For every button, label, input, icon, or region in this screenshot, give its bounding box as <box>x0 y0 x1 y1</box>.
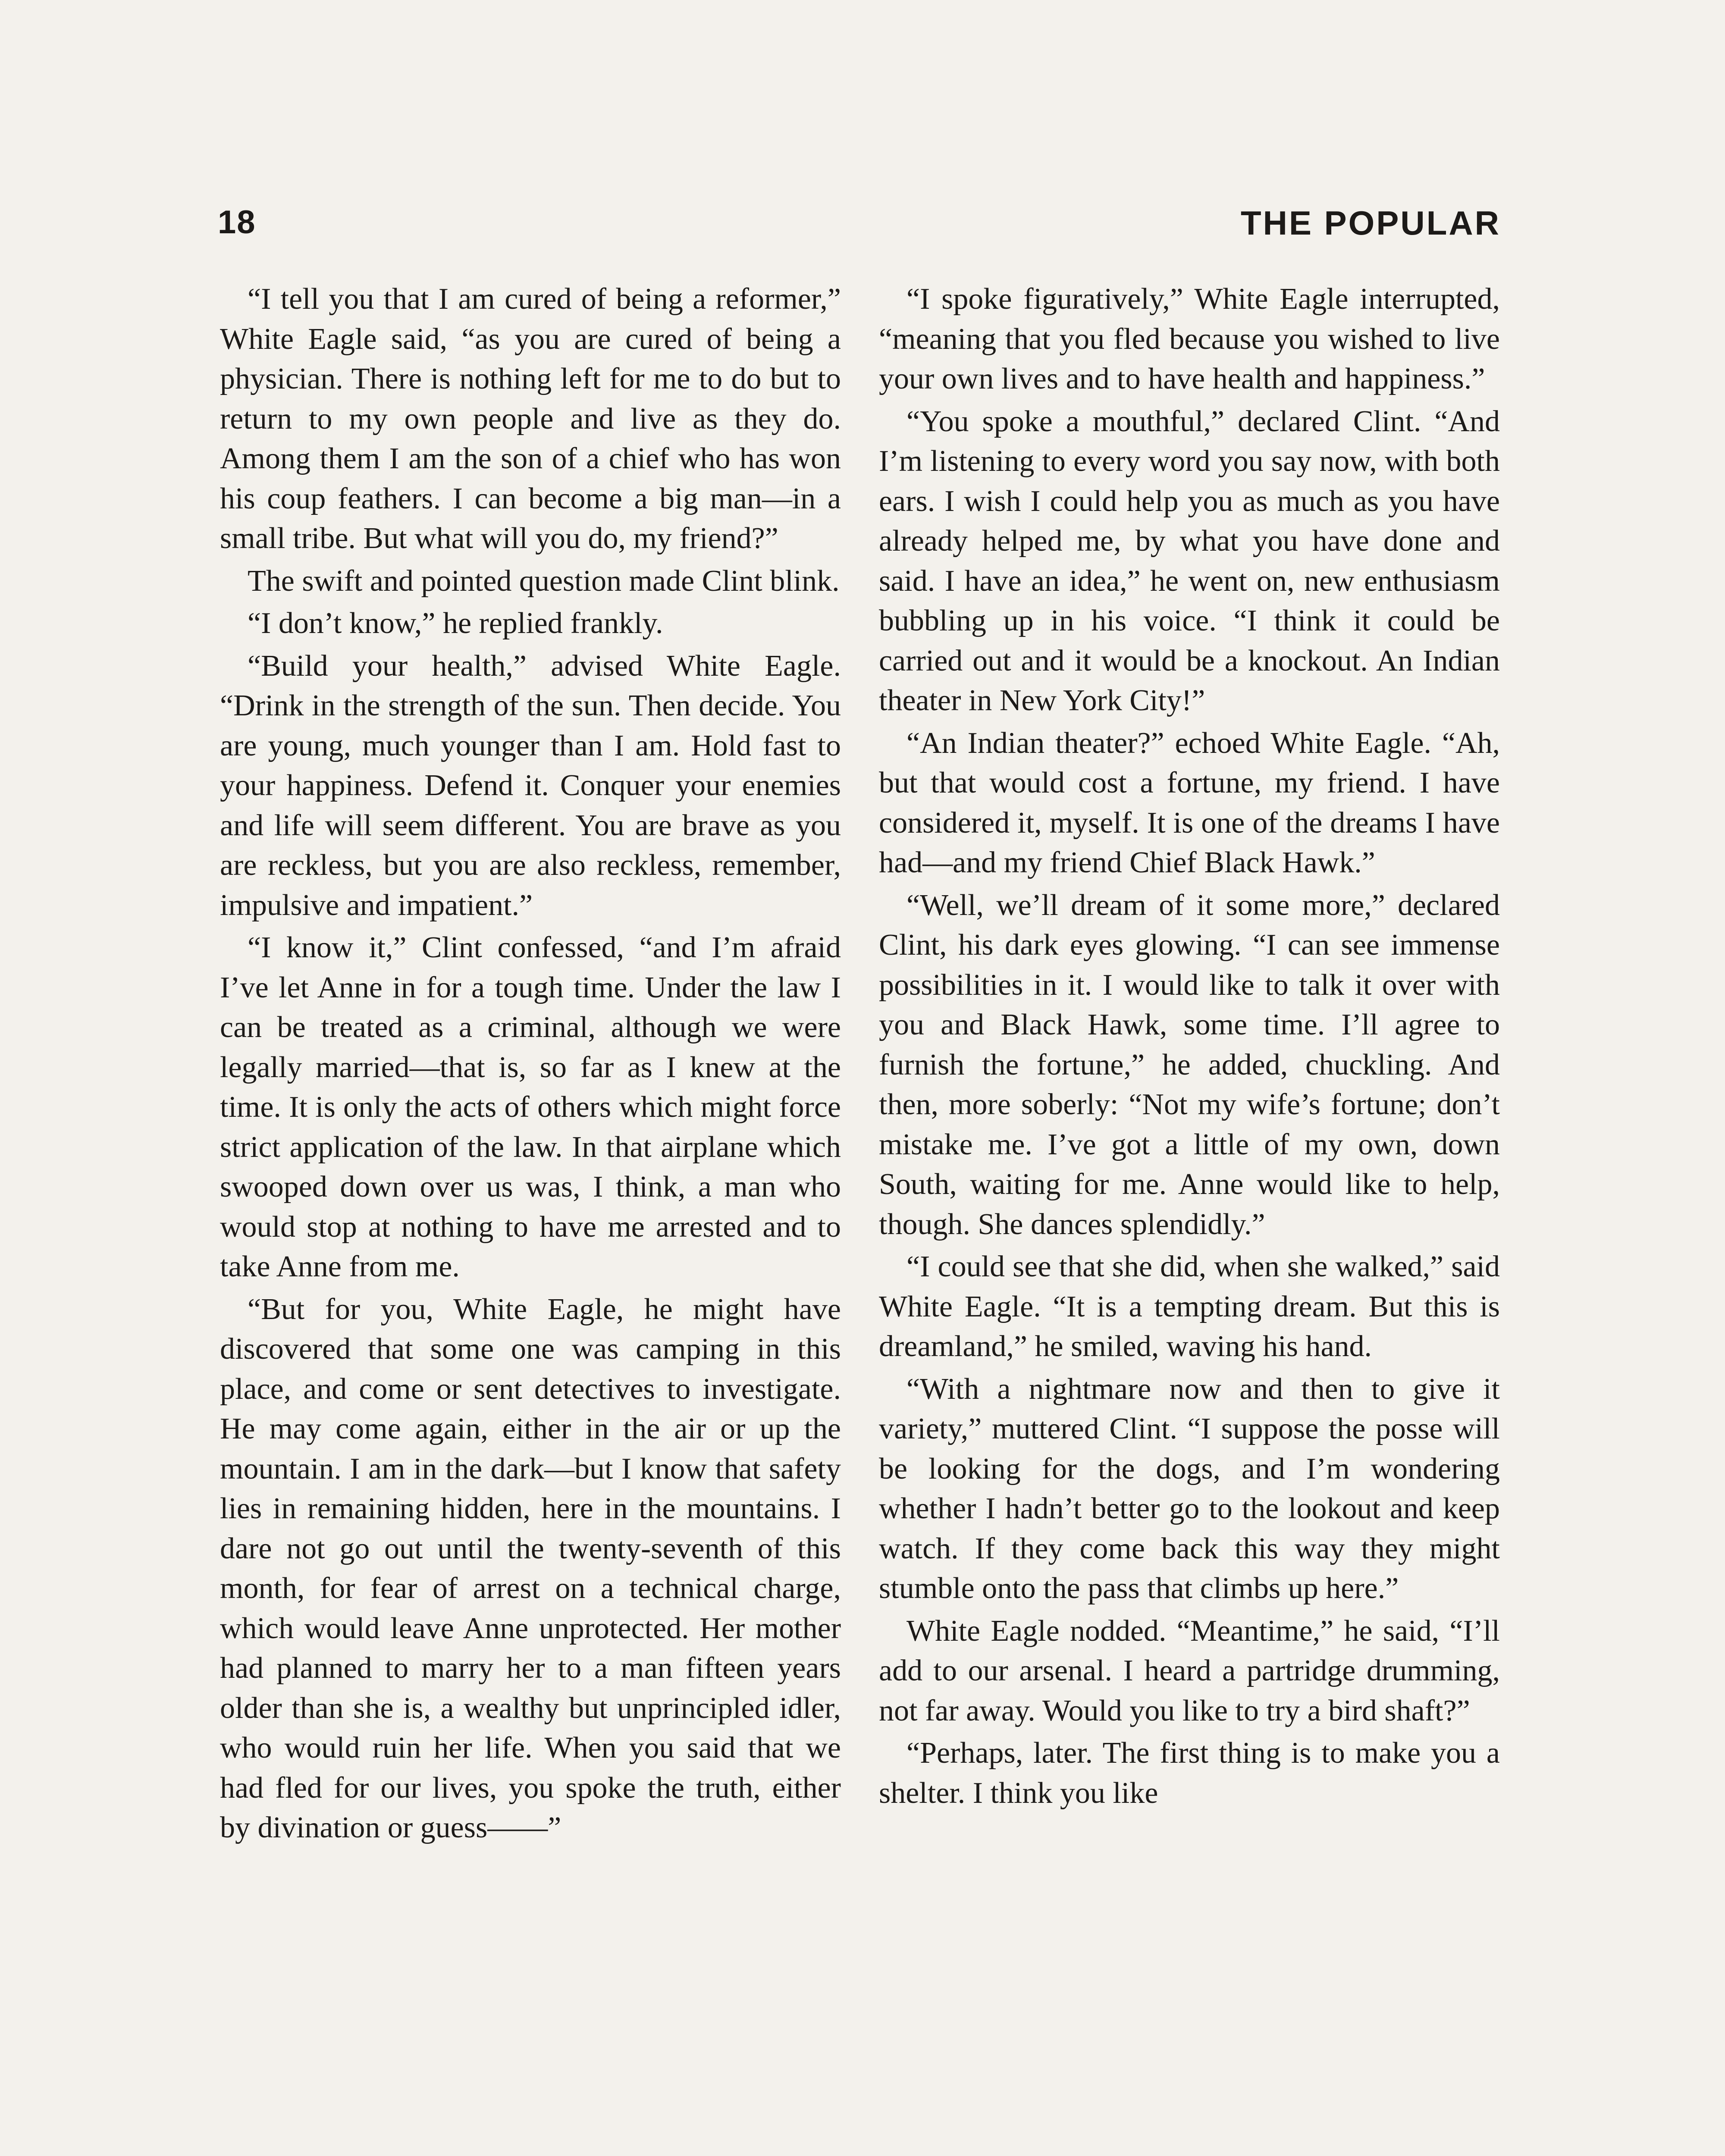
running-title: THE POPULAR <box>1240 204 1501 242</box>
paragraph: The swift and pointed question made Clint blink. <box>248 564 840 598</box>
paragraph: “Well, we’ll dream of it some more,” declared Clint, his dark eyes glowing. “I can see immense possibilities in it. I would like to talk it over with you and Black Hawk, some time. I’ll agree to furnish the fortune,” he added, chuckling. And then, more soberly: “Not my wife’s fortune; don’t mistake me. I’ve got a little of my own, down South, waiting for me. Anne would like to help, though. She dances splendidly.” <box>879 888 1500 1241</box>
paragraph: “You spoke a mouthful,” declared Clint. “And I’m listening to every word you say now, with both ears. I wish I could help you as much as you have already helped me, by what you have done and said. I have an idea,” he went on, new enthusiasm bubbling up in his voice. “I think it could be carried out and it would be a knockout. An Indian theater in New York City!” <box>879 404 1500 717</box>
paragraph: “I spoke figuratively,” White Eagle interrupted, “meaning that you fled because you wished to live your own lives and to have health and happiness.” <box>879 282 1500 395</box>
paragraph: “Perhaps, later. The first thing is to make you a shelter. I think you like <box>879 1736 1500 1810</box>
paragraph: “I tell you that I am cured of being a reformer,” White Eagle said, “as you are cured of being a physician. There is nothing left for me to do but to return to my own people and live as they do. Among them I am the son of a chief who has won his coup feathers. I can become a big man—in a small tribe. But what will you do, my friend?” <box>220 282 841 555</box>
paragraph: “I know it,” Clint confessed, “and I’m afraid I’ve let Anne in for a tough time. Under the law I can be treated as a criminal, although we were legally married—that is, so far as I knew at the time. It is only the acts of others which might force strict application of the law. In that airplane which swooped down over us was, I think, a man who would stop at nothing to have me arrested and to take Anne from me. <box>220 931 841 1283</box>
paragraph: “I could see that she did, when she walked,” said White Eagle. “It is a tempting dream. But this is dreamland,” he smiled, waving his hand. <box>879 1250 1500 1363</box>
right-column <box>879 279 1500 1816</box>
paragraph: “I don’t know,” he replied frankly. <box>248 607 663 640</box>
left-column <box>220 279 841 1851</box>
page-header <box>218 204 1501 251</box>
paragraph: “But for you, White Eagle, he might have discovered that some one was camping in this place, and come or sent detectives to investigate. He may come again, either in the air or up the mountain. I am in the dark—but I know that safety lies in remaining hidden, here in the mountains. I dare not go out until the twenty-seventh of this month, for fear of arrest on a technical charge, which would leave Anne unprotected. Her mother had planned to marry her to a man fifteen years older than she is, a wealthy but unprincipled idler, who would ruin her life. When you said that we had fled for our lives, you spoke the truth, either by divination or guess——” <box>220 1292 841 1844</box>
paragraph: White Eagle nodded. “Meantime,” he said, “I’ll add to our arsenal. I heard a partridge drumming, not far away. Would you like to try a bird shaft?” <box>879 1614 1500 1727</box>
page-number: 18 <box>218 204 256 241</box>
paragraph: “An Indian theater?” echoed White Eagle. “Ah, but that would cost a fortune, my friend. I have considered it, myself. It is one of the dreams I have had—and my friend Chief Black Hawk.” <box>879 726 1500 879</box>
paragraph: “With a nightmare now and then to give it variety,” muttered Clint. “I suppose the posse will be looking for the dogs, and I’m wondering whether I hadn’t better go to the lookout and keep watch. If they come back this way they might stumble onto the pass that climbs up here.” <box>879 1372 1500 1605</box>
paragraph: “Build your health,” advised White Eagle. “Drink in the strength of the sun. Then decide. You are young, much younger than I am. Hold fast to your happiness. Defend it. Conquer your enemies and life will seem different. You are brave as you are reckless, but you are also reckless, remember, impulsive and impatient.” <box>220 649 841 922</box>
